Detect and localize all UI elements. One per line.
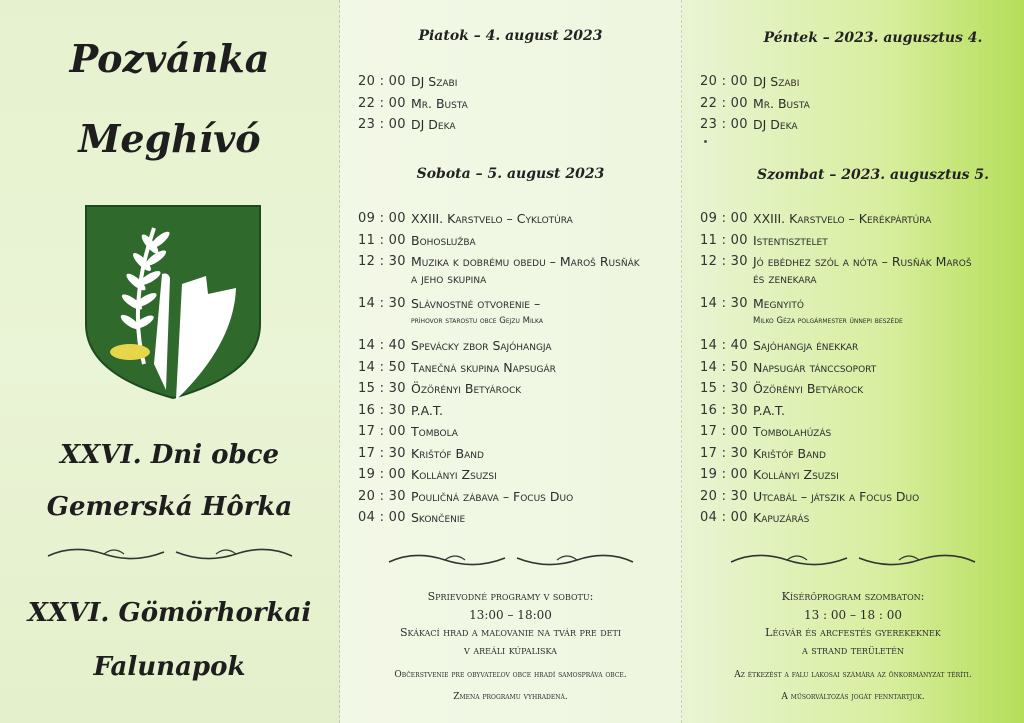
list-item: 12 : 30 Muzika k dobrému obedu – Maroš Rusňák a jeho skupina [358,254,640,286]
dot-mark [704,140,707,143]
refreshment-note: Občerstvenie pre obyvateľov obce hradí samospráva obce. [394,670,627,680]
list-item: 17 : 30 Krištóf Band [358,445,484,461]
cover-panel [0,0,340,723]
list-item: 14 : 30 Slávnostné otvorenie – príhovor starostu obce Gejzu Milka [358,296,543,326]
refreshment-note: Az étkezést a falu lakosai számára az önkormányzat téríti. [734,670,972,680]
list-item: 19 : 00 Kollányi Zsuzsi [700,467,839,482]
list-item: 20 : 00 DJ Szabi [358,74,458,89]
side-programs-time: 13:00 – 18:00 [469,608,552,622]
list-item: 14 : 50 Tanečná skupina Napsugár [358,359,556,375]
ornament-divider-icon [384,548,638,572]
hungarian-program-panel [682,0,1024,723]
subtitle-falunapok: Falunapok [93,652,246,682]
list-item: 20 : 00 DJ Szabi [700,74,800,89]
side-programs-heading: Kísérőprogram szombaton: [781,590,925,603]
day-heading-friday-hu: Péntek – 2023. augusztus 4. [763,30,983,46]
list-item: 22 : 00 Mr. Busta [700,95,810,111]
list-item: 15 : 30 Özörényi Betyárock [700,381,864,396]
day-heading-saturday-sk: Sobota – 5. august 2023 [416,166,605,182]
list-item: 17 : 30 Krištóf Band [700,445,826,461]
list-item: 16 : 30 P.A.T. [358,402,443,418]
list-item: 12 : 30 Jó ebédhez szól a nóta – Rusňák Maroš és zenekara [700,254,972,286]
list-item: 14 : 50 Napsugár tánccsoport [700,359,877,375]
list-item: 23 : 00 DJ Deka [700,117,798,132]
ornament-divider-icon [726,548,980,572]
list-item: 20 : 30 Pouličná zábava – Focus Duo [358,488,574,504]
list-item: 17 : 00 Tombolahúzás [700,424,832,439]
side-programs-time: 13 : 00 – 18 : 00 [803,608,903,622]
list-item: 14 : 40 Spevácky zbor Sajóhangja [358,338,552,353]
program-change-note: Zmena programu vyhradená. [453,692,568,702]
side-programs-sk [350,588,671,706]
list-item: 19 : 00 Kollányi Zsuzsi [358,467,497,482]
subtitle-gomorhorkai: XXVI. Gömörhorkai [27,598,312,628]
title-meghivo: Meghívó [78,116,261,161]
title-pozvanka: Pozvánka [69,36,270,81]
list-item: 14 : 30 Megnyitó Milko Géza polgármester ünnepi beszéde [700,296,903,326]
list-item: 11 : 00 Bohoslužba [358,232,476,248]
day-heading-friday-sk: Piatok – 4. august 2023 [418,28,603,44]
subtitle-village-sk: Gemerská Hôrka [46,492,293,522]
side-programs-heading: Sprievodné programy v sobotu: [427,590,594,603]
list-item: 17 : 00 Tombola [358,424,458,439]
coat-of-arms-icon [84,204,262,400]
list-item: 14 : 40 Sajóhangja énekkar [700,338,859,353]
list-item: 09 : 00 XXIII. Karstvelo – Cyklotúra [358,211,573,226]
schedule-saturday-sk [358,211,671,532]
side-programs-line: v areáli kúpaliska [464,644,557,657]
list-item: 04 : 00 Skončenie [358,510,466,525]
subtitle-dni-obce: XXVI. Dni obce [59,440,280,470]
schedule-friday-sk [358,74,671,139]
list-item: 23 : 00 DJ Deka [358,117,456,132]
side-programs-line: a strand területén [801,644,905,657]
program-change-note: A műsorváltozás jogát fenntartjuk. [781,692,925,702]
list-item: 04 : 00 Kapuzárás [700,510,810,525]
list-item: 16 : 30 P.A.T. [700,402,785,418]
list-item: 09 : 00 XXIII. Karstvelo – Kerékpártúra [700,211,932,226]
side-programs-line: Skákací hrad a maľovanie na tvár pre deti [400,626,621,639]
schedule-saturday-hu [700,211,1014,532]
side-programs-line: Légvár és arcfestés gyerekeknek [765,626,941,639]
list-item: 11 : 00 Istentisztelet [700,232,828,248]
slovak-program-panel [340,0,682,723]
list-item: 20 : 30 Utcabál – játszik a Focus Duo [700,488,920,504]
list-item: 15 : 30 Özörényi Betyárock [358,381,522,396]
list-item: 22 : 00 Mr. Busta [358,95,468,111]
day-heading-saturday-hu: Szombat – 2023. augusztus 5. [756,167,990,183]
side-programs-hu [692,588,1014,706]
ornament-divider-icon [44,542,296,566]
schedule-friday-hu [700,74,1014,139]
